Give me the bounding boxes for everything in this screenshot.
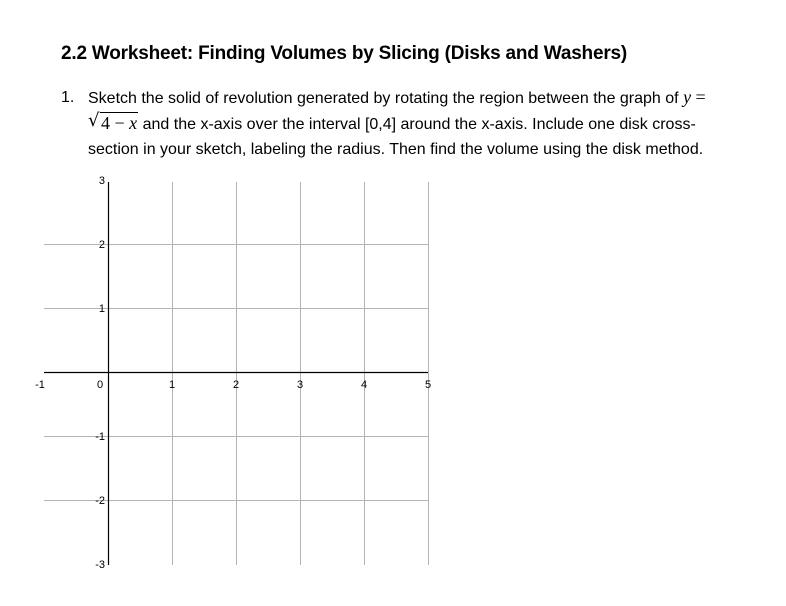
y-tick-label: 2: [98, 239, 105, 251]
problem-line-3: section in your sketch, labeling the radius. Then find the volume using the disk method.: [88, 141, 704, 158]
problem-line-2-text: and the x-axis over the interval [0,4] around the x-axis. Include one disk cross-: [142, 116, 696, 133]
radicand-number: 4: [101, 113, 110, 133]
math-equals: =: [695, 87, 706, 107]
x-tick-label: -1: [35, 379, 45, 391]
x-tick-label: 4: [360, 379, 368, 391]
x-tick-label: 0: [96, 379, 104, 391]
problem-number: 1.: [61, 89, 75, 106]
x-tick-label: 5: [424, 379, 432, 391]
radicand-operator: −: [114, 113, 125, 133]
math-variable-y: y: [683, 87, 692, 107]
x-tick-label: 1: [168, 379, 176, 391]
x-tick-label: 2: [232, 379, 240, 391]
radicand-variable: x: [129, 113, 138, 133]
y-tick-label: -1: [95, 431, 105, 443]
problem-line-1-text: Sketch the solid of revolution generated by rotating the region between the graph of: [88, 90, 679, 107]
x-tick-label: 3: [296, 379, 304, 391]
y-tick-label: -3: [95, 559, 105, 571]
worksheet-title: 2.2 Worksheet: Finding Volumes by Slicing (Disks and Washers): [61, 43, 628, 64]
y-tick-label: 3: [98, 175, 105, 187]
y-tick-label: -2: [95, 495, 105, 507]
y-tick-label: 1: [98, 303, 105, 315]
radical-sign: √: [88, 110, 100, 131]
